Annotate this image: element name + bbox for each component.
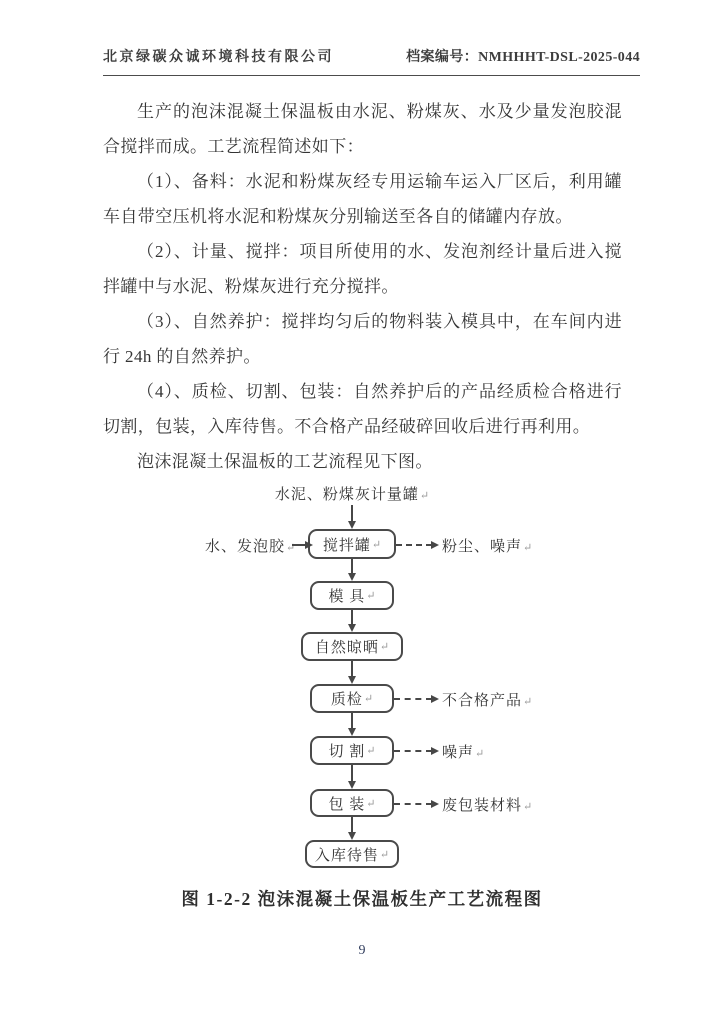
arrow-down-icon xyxy=(351,559,353,574)
flow-node-mixing-tank: 搅拌罐 ↵ xyxy=(308,529,396,559)
company-name: 北京绿碳众诚环境科技有限公司 xyxy=(103,50,334,65)
arrow-right-icon xyxy=(292,544,306,546)
figure-caption: 图 1-2-2 泡沫混凝土保温板生产工艺流程图 xyxy=(181,889,543,909)
arrow-down-icon xyxy=(351,817,353,833)
flow-node-natural-drying: 自然晾晒 ↵ xyxy=(301,632,403,661)
flow-input-label: 水、发泡胶↵ xyxy=(205,539,296,555)
paragraph-step3: （3）、自然养护：搅拌均匀后的物料装入模具中，在车间内进行 24h 的自然养护。 xyxy=(103,312,622,366)
archive-number: 档案编号：NMHHHT-DSL-2025-044 xyxy=(406,50,640,65)
flow-output-rejects: 不合格产品↵ xyxy=(442,693,533,709)
dashed-arrow-right-icon xyxy=(396,544,432,546)
arrow-down-icon xyxy=(351,713,353,729)
flow-node-mold: 模 具 ↵ xyxy=(310,581,394,610)
dashed-arrow-right-icon xyxy=(394,803,432,805)
return-mark: ↵ xyxy=(475,748,485,760)
flow-source-label: 水泥、粉煤灰计量罐↵ xyxy=(274,487,430,503)
flow-output-dust-noise: 粉尘、噪声↵ xyxy=(442,539,533,555)
flow-node-cutting: 切 割 ↵ xyxy=(310,736,394,765)
arrow-down-icon xyxy=(351,765,353,782)
dashed-arrow-right-icon xyxy=(394,698,432,700)
return-mark: ↵ xyxy=(523,542,533,554)
return-mark: ↵ xyxy=(366,590,376,602)
return-mark: ↵ xyxy=(366,797,376,810)
page-header xyxy=(103,46,640,76)
arrow-down-icon xyxy=(351,505,353,522)
arrow-down-icon xyxy=(351,661,353,677)
dashed-arrow-right-icon xyxy=(394,750,432,752)
return-mark: ↵ xyxy=(371,538,382,551)
flow-output-packaging-waste: 废包装材料↵ xyxy=(442,798,533,814)
body-text xyxy=(103,94,622,479)
return-mark: ↵ xyxy=(379,641,390,653)
return-mark: ↵ xyxy=(379,848,390,861)
flow-node-storage-sale: 入库待售 ↵ xyxy=(305,840,399,868)
return-mark: ↵ xyxy=(363,693,374,705)
paragraph-flow-intro: 泡沫混凝土保温板的工艺流程见下图。 xyxy=(137,452,433,471)
flow-output-noise: 噪声↵ xyxy=(442,745,485,761)
return-mark: ↵ xyxy=(286,542,296,554)
paragraph-step4: （4）、质检、切割、包装：自然养护后的产品经质检合格进行切割，包装，入库待售。不合格产品经破碎回收后进行再利用。 xyxy=(103,382,622,436)
flow-node-quality-check: 质检 ↵ xyxy=(310,684,394,713)
arrow-down-icon xyxy=(351,610,353,625)
process-flowchart xyxy=(0,483,724,875)
page-number: 9 xyxy=(358,943,366,958)
paragraph-step1: （1）、备料：水泥和粉煤灰经专用运输车运入厂区后，利用罐车自带空压机将水泥和粉煤灰分别输送至各自的储罐内存放。 xyxy=(103,172,622,226)
return-mark: ↵ xyxy=(366,745,376,757)
return-mark: ↵ xyxy=(419,490,430,502)
flow-node-packaging: 包 装 ↵ xyxy=(310,789,394,817)
return-mark: ↵ xyxy=(523,696,533,708)
return-mark: ↵ xyxy=(523,801,533,813)
paragraph-intro: 生产的泡沫混凝土保温板由水泥、粉煤灰、水及少量发泡胶混合搅拌而成。工艺流程简述如下： xyxy=(103,102,622,156)
paragraph-step2: （2）、计量、搅拌：项目所使用的水、发泡剂经计量后进入搅拌罐中与水泥、粉煤灰进行充分搅拌。 xyxy=(103,242,622,296)
